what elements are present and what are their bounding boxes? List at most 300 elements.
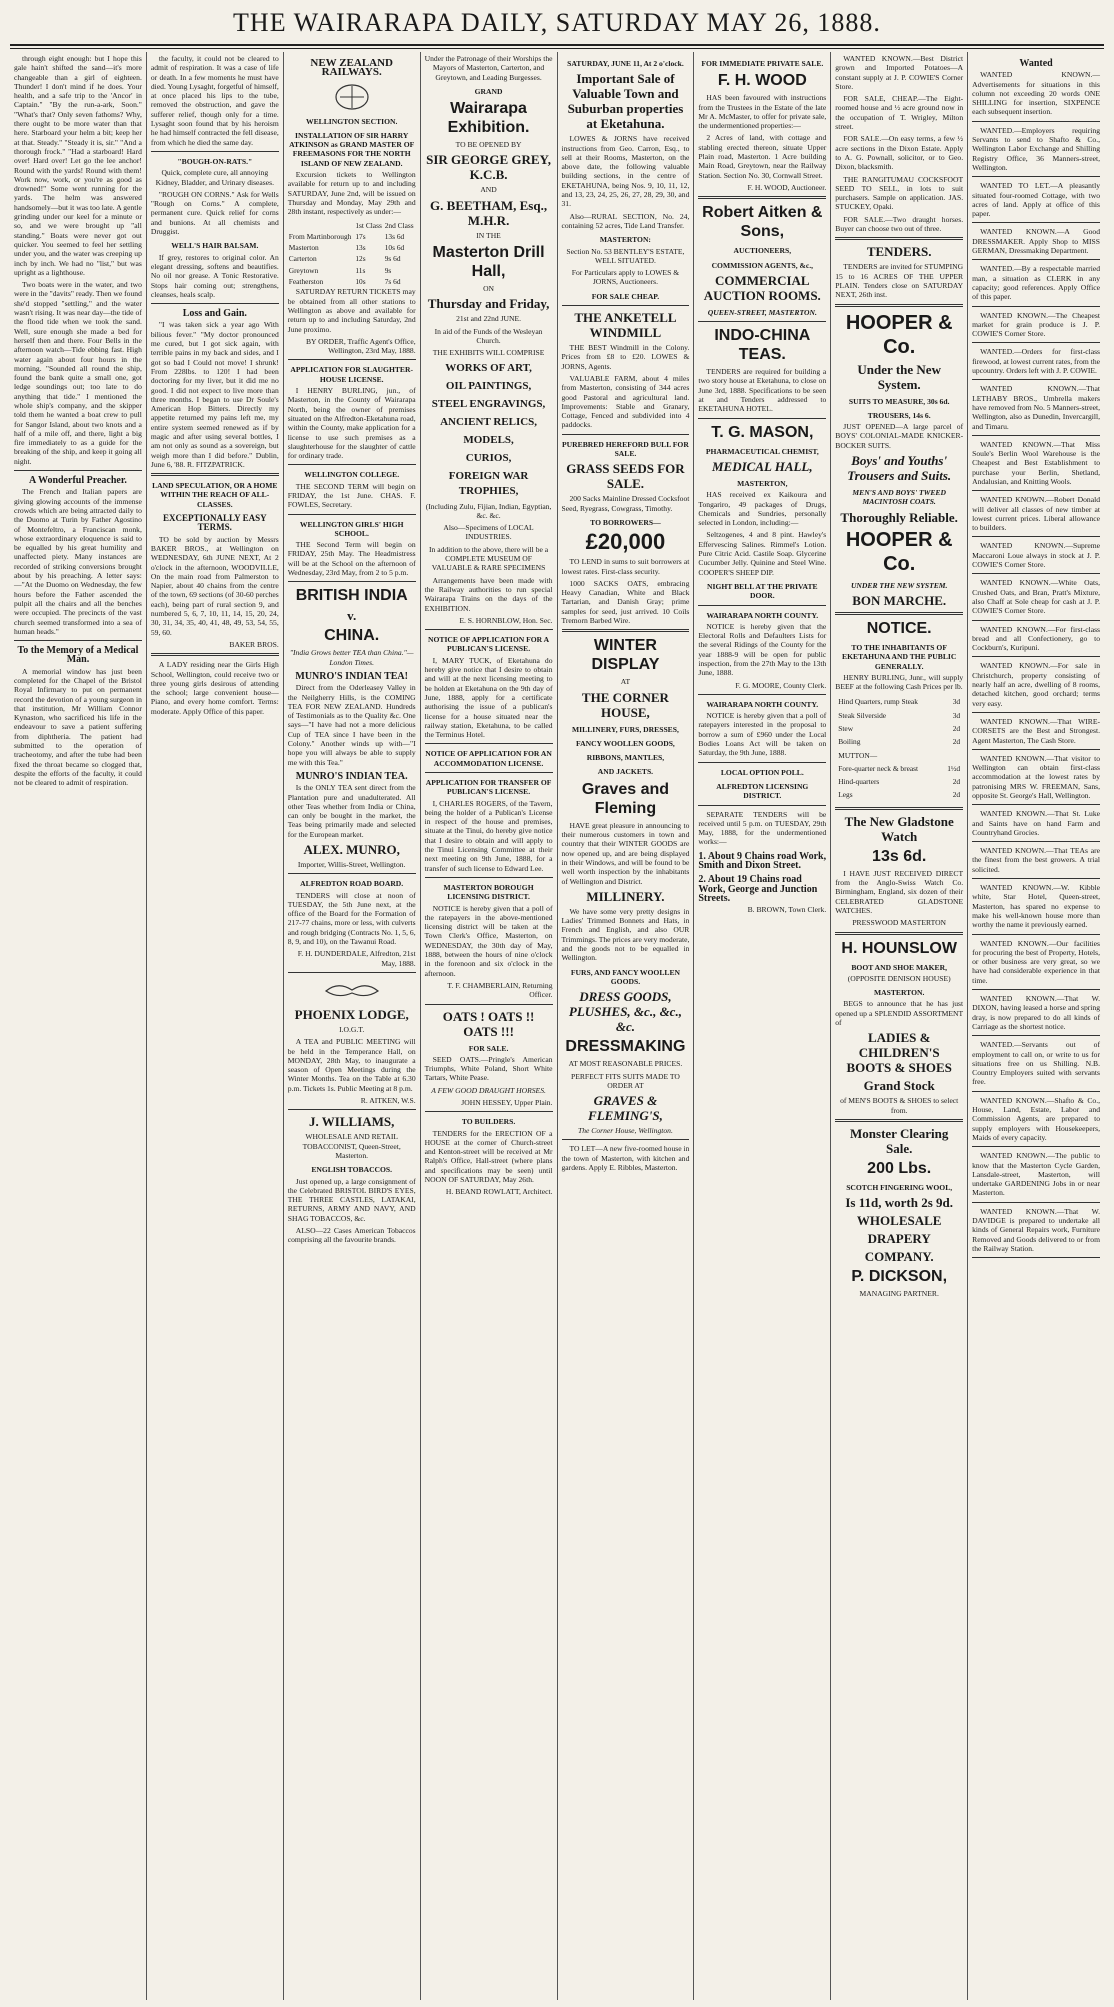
table-row [837,723,961,734]
exhibit-item: OIL PAINTINGS, [445,379,532,392]
masthead: THE WAIRARAPA DAILY, SATURDAY MAY 26, 1888. [233,8,881,37]
ad-text: I, CHARLES ROGERS, of the Tavern, being the holder of a Publican's License in respect of the house and premises, situate at the Tinui, do hereby give notice that I desire to obtain and will apply to the Tinui Licensing Committee at their next meeting on 9th June, 1888, for a transfer of such license to Edward Lee. [424,798,553,873]
ad-heading: LAND SPECULATION, OR A HOME WITHIN THE REACH OF ALL-CLASSES. [152,481,278,509]
ad-heading: ALFREDTON ROAD BOARD. [300,879,404,889]
ad-heading: 2. About 19 Chains road Work, George and Junction Streets. [698,874,818,904]
ad-headline: Robert Aitken & Sons, [702,204,823,241]
ad-heading-railways: NEW ZEALAND RAILWAYS. [310,57,393,79]
ad-text: (OPPOSITE DENISON HOUSE) [847,973,951,983]
ad-signature: R. AITKEN, W.S. [360,1096,416,1106]
divider [14,470,142,471]
ad-headline: DRAPERY [867,1231,931,1247]
table-row [837,750,961,761]
ad-headline: Is 11d, worth 2s 9d. [845,1195,953,1211]
divider [835,1119,963,1122]
divider [835,612,963,615]
ad-text: SEED OATS.—Pringle's American Triumphs, White Poland, Short White Tartars, White Pease. [424,1054,553,1083]
ad-headline: Monster Clearing Sale. [850,1125,949,1156]
ad-headline: TENDERS. [866,244,932,260]
ad-headline: Under the New System. [857,361,941,392]
ad-text: In aid of the Funds of the Wesleyan Church. [434,326,543,345]
meat-cut: Hind Quarters, rump Steak [838,697,918,707]
fare-first: 17s [355,231,366,241]
classified-item: THE RANGITUMAU COCKSFOOT SEED TO SELL, in lots to suit purchasers. Sample on application. JAS. STUCKEY, Opaki. [835,174,964,212]
clasped-hands-icon [322,977,382,1003]
fare-second: 9s 6d [384,254,401,264]
ad-text: TO LEND in sums to suit borrowers at lowest rates. First-class security. [561,557,690,576]
ad-text: For Particulars apply to LOWES & JORNS, Auctioneers. [571,268,680,287]
ad-heading: ALFREDTON LICENSING DISTRICT. [716,781,809,801]
divider [14,640,142,641]
fare-second: 10s 6d [384,243,405,253]
table-row [837,763,961,774]
ad-signature: F. H. WOOD, Auctioneer. [747,182,827,192]
divider [151,653,279,656]
column-2 [147,52,284,2000]
divider [972,573,1100,574]
ad-text: TO LET—A new five-roomed house in the town of Masterton, with kitchen and gardens. Apply E. Ribbles, Masterton. [561,1144,690,1172]
ad-text: NOTICE is hereby given that a poll of the ratepayers in the above-mentioned licensing district will be taken at the Town Clerk's Office, Masterton, on WEDNESDAY, the 30th day of May, 1888, between the hours of nine o'clock in the forenoon and six o'clock in the afternoon. [424,903,553,978]
ad-heading: FANCY WOOLLEN GOODS, [576,738,675,748]
classified-item: WANTED KNOWN.—Robert Donald will deliver all classes of new timber at lowest current prices. Liberal allowance to builders. [972,495,1100,533]
divider [562,434,690,435]
ad-headline: COMPANY. [864,1249,934,1265]
fares-col-header [288,220,355,231]
ad-heading: NIGHT BELL AT THE PRIVATE DOOR. [707,581,818,601]
classified-item: WANTED KNOWN.—Our facilities for procuring the best of Property, Hotels, or other business are very great, so we have had considerable experience in that time. [972,938,1100,985]
ad-signature: BAKER BROS. [229,639,279,649]
classified-item: WANTED KNOWN.—That TEAs are the finest from the best growers. A trial solicited. [972,846,1100,874]
fares-header-row [288,220,416,231]
column-1 [10,52,147,2000]
ad-text: IN THE [476,230,501,240]
ad-text: Quick, complete cure, all annoying Kidney, Bladder, and Urinary diseases. [155,168,274,187]
ad-headline: MEDICAL HALL, [711,458,813,474]
ad-heading: MASTERTON: [599,235,651,245]
ad-text: of MEN'S BOOTS & SHOES to select from. [840,1096,959,1115]
ad-headline-hooper: HOOPER & Co. [845,311,953,358]
table-row [288,242,416,253]
ad-subheading: WELLINGTON SECTION. [305,116,398,126]
table-row [837,696,961,707]
divider [425,1111,553,1112]
divider [288,873,416,874]
fare-second: 9s [384,265,392,275]
classified-item: WANTED KNOWN.—The Cheapest market for grain produce is J. P. COWIE'S Corner Store. [972,310,1100,339]
ad-headline: Graves and Fleming [581,780,670,817]
masthead-rule [10,44,1104,49]
ad-heading: BOOT AND SHOE MAKER, [851,962,948,972]
classified-item: WANTED.—By a respectable married man, a situation as CLERK in any capacity; good references. Apply Office of this paper. [972,264,1100,302]
divider [288,359,416,360]
section-title-loss: Loss and Gain. [182,308,247,320]
divider [972,841,1100,842]
divider [972,306,1100,307]
ad-text: THE BEST Windmill in the Colony. Prices from £8 to £20. LOWES & JORNS, Agents. [561,343,690,371]
ad-text: AT MOST REASONABLE PRICES. [568,1059,683,1069]
railway-crest-icon [332,82,372,112]
divider [972,712,1100,713]
ad-headline: WHOLESALE [856,1213,942,1229]
classified-item: WANTED KNOWN.—That Miss Soule's Berlin Wool Warehouse is the Cheapest and Best Establishment to purchase your Berlin, Shetland, Andalusian, and Knitting Wools. [972,439,1100,486]
ad-headline: PHOENIX LODGE, [294,1006,409,1022]
ad-heading: MEN'S AND BOYS' TWEED MACINTOSH COATS. [852,488,946,507]
fares-col-header: 1st Class [355,220,382,230]
divider [972,259,1100,260]
ad-headline: J. WILLIAMS, [309,1114,395,1130]
ad-text: HAVE great pleasure in announcing to their numerous customers in town and country that their WINTER GOODS are now opened up, and are being displayed in their Windows, and will be found to be well worth inspection by the inhabitants of Wellington and District. [561,820,690,886]
ad-text: ALSO—22 Cases American Tobaccos comprising all the favourite brands. [287,1226,416,1245]
fare-first: 13s [355,243,366,253]
table-row [288,265,416,276]
ad-text: We have some very pretty designs in Ladies' Trimmed Bonnets and Hats, in French and English, and also OUR Trimmings. The prices are very moderate, and the goods not to be equalled in Wellington. [561,906,690,963]
ad-text: NOTICE is hereby given that a poll of ratepayers interested in the proposal to borrow a sum of £960 under the Local Bodies Loans Act will be taken on Saturday, the 9th June, 1888. [698,711,827,758]
divider [425,772,553,773]
ad-text: THE EXHIBITS WILL COMPRISE [432,348,545,358]
meat-cut: Stew [838,723,854,733]
classified-item: WANTED KNOWN.—Shafto & Co., House, Land, Estate, Labor and Commission Agents, are prepared to supply employers with Housekeepers, Maids of every capacity. [972,1095,1100,1142]
classified-item: WANTED.—Orders for first-class firewood, at lowest current rates, from the upcountry. Orders left with J. P. COWIE. [972,347,1100,376]
divider [972,804,1100,805]
table-row [837,736,961,747]
ad-heading: MILLINERY, FURS, DRESSES, [572,724,679,734]
section-text-loss: "I was taken sick a year ago With bilious fever." "My doctor pronounced me cured, but I got sick again, with terrible pains in my back and sides, and I got so bad I Could not move! I shrunk! From 228lbs. to 120! I had been doctoring for my liver, but it did me no good. I did not expect to live more than three months. I began to use Dr Soule's American Hop Bitters. Directly my appetite returned my pains left me, my entire system seemed renewed as if by magic and after using several bottles, I am not only as sound as a sovereign, but weigh more than I did before." Dublin, June 6, '88. R. FITZPATRICK. [150,320,279,469]
classified-item: FOR SALE.—Two draught horses. Buyer can choose two out of three. [835,214,964,234]
ad-heading: PHARMACEUTICAL CHEMIST, [705,446,819,456]
divider [972,620,1100,621]
ad-text: Is the ONLY TEA sent direct from the Plantation pure and unadulterated. All other Teas whether from India or China, can only be bought in the market, the Teas being primarily made and selected for the European market. [287,783,416,839]
ad-heading: FOR IMMEDIATE PRIVATE SALE. [701,59,824,68]
divider [972,121,1100,122]
ad-headline: NOTICE. [866,619,932,637]
columns [10,52,1104,2000]
classified-item: FOR SALE, CHEAP.—The Eight-roomed house and ½ acre ground now in the occupation of T. Wrigley, Milton street. [835,94,964,132]
fare-second: 7s 6d [384,277,401,287]
wanted-list [972,70,1100,1258]
ad-text: AND [480,185,497,195]
ad-text: NOTICE is hereby given that the Electoral Rolls and Defaulters Lists for the several Ridings of the County for the year 1888-9 will be open for public inspection, from the 27th May to the 13th June, 1888. [698,621,827,678]
divider [972,1146,1100,1147]
wanted-heading: Wanted [1019,58,1053,69]
fare-first: 12s [355,254,366,264]
ad-text: Seltzogenes, 4 and 8 pint. Hawley's Effervescing Salines. Rimmel's Lotion. Pure Citric Acid. Castile Soap. Glycerine Cucumber Jelly. Quinine and Steel Wine. COOPER'S SHEEP DIP. [698,530,827,577]
ad-headline-exhibition: Wairarapa Exhibition. [447,100,530,137]
exhibit-item: FOREIGN WAR TROPHIES, [448,469,529,497]
ad-headline: Boys' and Youths' Trousers and Suits. [847,453,952,484]
divider [972,1091,1100,1092]
divider [972,878,1100,879]
divider [425,877,553,878]
ad-text: 2 Acres of land, with cottage and stabling erected thereon, situate Upper Plain road, Masterton. 1 Acre building Main Road, Greytown, near the Railway Station. Section No. 30, Cornwall Street. [698,133,827,180]
ad-heading: SCOTCH FINGERING WOOL, [846,1182,953,1192]
ad-subheading: I.O.G.T. [339,1024,365,1034]
meat-price: 3d [952,710,961,720]
ad-heading: WELLINGTON COLLEGE. [304,470,400,480]
ad-signature: T. F. CHAMBERLAIN, Returning Officer. [447,980,553,1000]
ad-text: SATURDAY RETURN TICKETS may be obtained from all other stations to Wellington as above and available for return up to and including Saturday, 2nd June proximo. [287,287,416,334]
exhibit-item: CURIOS, [465,451,512,464]
classified-item: WANTED KNOWN.—The public to know that the Masterton Cycle Garden, Lansdale-street, Masterton, will undertake GARDENING Jobs in or near Masterton. [972,1151,1100,1198]
meat-price-table [835,694,963,802]
meat-price: 2d [952,777,961,787]
table-row [837,776,961,787]
ad-headline: DRESSMAKING [565,1038,686,1056]
ad-heading: MUNRO'S INDIAN TEA! [295,670,408,682]
divider [562,629,690,632]
ad-text: HENRY BURLING, Junr., will supply BEEF at the following Cash Prices per lb. [835,672,964,692]
exhibit-item: STEEL ENGRAVINGS, [431,397,546,410]
ad-signature: F. H. DUNDERDALE, Alfredton, 21st May, 1888. [297,949,416,968]
ad-headline: The New Gladstone Watch [844,813,954,844]
ad-text: Under the Patronage of their Worships the Mayors of Masterton, Carterton, and Greytown, and Leading Burgesses. [424,54,553,82]
meat-price: 3d [952,697,961,707]
ad-heading: TO BORROWERS— [590,517,661,527]
classified-item: WANTED KNOWN.—That LETHABY BROS., Umbrella makers have removed from No. 5 Manners-street, Wellington, also as Dunedin, Invercargill, and Timaru. [972,384,1100,431]
divider [288,1109,416,1110]
divider [972,435,1100,436]
ad-heading: AUCTIONEERS, [733,246,792,256]
ad-heading: APPLICATION FOR SLAUGHTER-HOUSE LICENSE. [290,365,413,384]
ad-heading: FOR SALE CHEAP. [591,291,660,301]
exhibit-item: ANCIENT RELICS, [440,415,538,428]
divider [698,196,826,199]
divider [288,972,416,973]
ad-text: BEGS to announce that he has just opened up a SPLENDID ASSORTMENT of [835,999,964,1028]
divider [972,1202,1100,1203]
ad-heading: TROUSERS, 14s 6. [867,410,931,420]
ad-text: PRESSWOOD MASTERTON [852,918,947,928]
column-6 [694,52,831,2000]
classified-item: WANTED KNOWN.—That St. Luke and Saints have on hand Farm and Countryhand Grocies. [972,809,1100,837]
ad-headline: INDO-CHINA TEAS. [714,327,811,364]
ad-signature: H. BEAND ROWLATT, Architect. [445,1187,553,1197]
ad-headline: LADIES & CHILDREN'S BOOTS & SHOES [846,1030,952,1076]
ad-text: SEPARATE TENDERS will be received until 5 p.m. on TUESDAY, 29th May, 1888, for the undermentioned works:— [698,809,827,847]
ad-heading: WAIRARAPA NORTH COUNTY. [706,699,819,709]
ad-heading: MUNRO'S INDIAN TEA. [295,770,408,782]
ad-signature: JOHN HESSEY, Upper Plain. [461,1098,553,1107]
ad-headline: ALEX. MUNRO, [303,842,400,857]
ad-heading: PUREBRED HEREFORD BULL FOR SALE. [562,439,689,459]
ad-signature: E. S. HORNBLOW, Hon. Sec. [459,615,553,625]
divider [698,762,826,763]
ad-text: In addition to the above, there will be a COMPLETE MUSEUM OF VALUABLE & RARE SPECIMENS [428,544,549,573]
divider [972,342,1100,343]
ad-headline: 13s 6d. [872,847,927,865]
ad-headline: v. [347,608,357,624]
classified-item: WANTED KNOWN.—That visitor to Wellington can obtain first-class accommodation at the lowest rates by patronising MRS W. FREEMAN, Sans, opposite St. George's Hall, Wellington. [972,753,1100,800]
ad-heading: FURS, AND FANCY WOOLLEN GOODS. [570,967,680,986]
meat-cut: Boiling [838,737,861,747]
story-text-2: Two boats were in the water, and two were in the "davits" ready. Then we found she'd stopped "settling," and the water wasn't rising. It was near day—the tide of the flood tide when we took the sand. Well, sure enough she made a bed for herself then and there. Four Bells in the afternoon watch—Tide ebbing fast. High water again about four hours in the morning. "Sounded all round the ship, found the bank quite a small one, got ledge soundings out; too late to do anything that tide." I mentioned the whole ship's company, and the skipper told them he wanted a boat crew to pull for Sangor Island, about two knots and a half of a mile off, and there, light a big fire immediately to as a guide for the breaking of the ship, and keep it going all night. [14,280,142,466]
classified-item: WANTED KNOWN.—That W. DAVIDGE is prepared to undertake all kinds of General Repairs work, Furniture Removed and Goods delivered to or from the Railway Station. [972,1206,1100,1253]
section-text-memorial: A memorial window has just been completed for the Chapel of the Bristol Royal Infirmary to put on permanent record the devotion of a young surgeon in that institution, Mr William Connor Kynaston, who sacrificed his life in the endeavour to save a patient suffering from diphtheria. The patient had submitted to the operation of tracheotomy, and after the tube had been fixed the throat became so clogged that, despite the efforts of the faculty, it could not be cleared to admit of respiration. [14,666,142,788]
divider [698,805,826,806]
meat-price: 2d [952,737,961,747]
classified-item: FOR SALE.—On easy terms, a few ½ acre sections in the Dixon Estate. Apply to A. G. Pownall, solicitor, or to Geo. Dixon, blacksmith. [835,134,964,172]
ad-text: 1000 SACKS OATS, embracing Heavy Canadian, White and Black Tartarian, and Danish Gray; prime samples for seed, just arrived. 10 Coils Tremorn Barbed Wire. [561,578,690,625]
divider [288,464,416,465]
ad-heading: MASTERTON, [737,478,788,488]
ad-text: Arrangements have been made with the Railway authorities to run special Wairarapa Trains on the days of the EXHIBITION. [424,575,553,613]
ad-text: PERFECT FITS SUITS MADE TO ORDER AT [571,1071,680,1090]
column-8 [968,52,1104,2000]
ad-text: TO BE OPENED BY [455,140,522,150]
meat-price: 2d [952,723,961,733]
ad-text: TENDERS are required for building a two story house at Eketahuna, to close on June 3rd, 1888. Specifications to be seen at and Tenders addressed to EKETAHUNA HOTEL. [698,367,827,414]
divider [972,749,1100,750]
fare-first: 10s [355,277,366,287]
ad-text: LOWES & JORNS have received instructions from Geo. Carron, Esq., to sell at their Rooms, Masterton, on the above date, the following valuable building sections, in the centre of EKETAHUNA, being Nos. 9, 10, 11, 12, and 13, 23, 24, 25, 26, 27, 28, 29, 30, and 31. [561,134,690,209]
ad-heading: NOTICE OF APPLICATION FOR AN ACCOMMODATION LICENSE. [425,749,552,768]
meat-section: MUTTON— [838,750,878,760]
table-row [288,231,416,242]
ad-headline-hooper: HOOPER & Co. [845,528,953,575]
divider [288,514,416,515]
divider [151,303,279,304]
fares-table [288,220,416,288]
divider [698,418,826,419]
text-continued: the faculty, it could not be cleared to admit of respiration. It was a case of life or death. In a few moments he must have died. Young Lysaght, forgetful of himself, at once placed his lips to the tube, removed the obstruction, and gave the sufferer relief, though only for a time. Lysaght soon found that by his heroism he had himself contracted the fell disease, from which he died the same day. [150,54,279,147]
classified-item: WANTED TO LET.—A pleasantly situated four-roomed Cottage, with two acres of land. Apply at office of this paper. [972,181,1100,219]
story-text: through eight enough: but I hope this gale hain't shifted the sand—it's more changeable than a girl of eighteen. Thunder! I don't mind if he does. Your health, and a safe trip to the 'Ancor' in Captain." "By the run-a-ark, Soon." "What's that? Only seven fathoms? Why, there ought to be more water than that here. Starboard your helm a bit; keep her at that. Steady." "Steady it is, sir." "And a thorough frock." "Had a starboard! Hard over! Hard over! Let go the lee anchor! Round with the yards! Round with them! Work now, work, or you're as good as drowned!" Some went running for the yards. The helm was answered handsomely—but it was too late. A gentle grinding under our keel for a minute or so, and we were brought up "all standing." Boats were never got out quicker. You seemed to feel her settling under you, and the water was creeping up inch by inch. We had no "list," but was upright as a lighthouse. [14,54,142,277]
divider [562,305,690,306]
ad-text: TENDERS for the ERECTION OF a HOUSE at the corner of Church-street and Kenton-street will be received at Mr Ralph's Office, Hall-street (where plans and specifications may be seen) until NOON OF SATURDAY, May 26th. [424,1128,553,1185]
fare-station: Carterton [288,254,317,264]
classified-item: WANTED KNOWN.—That WIRE-CORSETS are the Best and Strongest. Agent Masterton, The Cash Store. [972,716,1100,745]
ad-heading: APPLICATION FOR TRANSFER OF PUBLICAN'S LICENSE. [425,777,552,797]
ad-headline: THE ANKETELL WINDMILL [574,310,677,341]
ad-text: VALUABLE FARM, about 4 miles from Masterton, consisting of 344 acres good Pastoral and agricultural land. Improvements: Stable and Granary, Cottage, Fenced and subdivided into 4 paddocks. [561,373,690,430]
ad-headline: GRASS SEEDS FOR SALE. [566,461,685,492]
ad-headline: GRAVES & FLEMING'S, [588,1093,663,1124]
ad-heading: UNDER THE NEW SYSTEM. [850,580,948,590]
meat-price: 2d [952,790,961,800]
meat-cut: Hind-quarters [838,777,880,787]
ad-text: The Corner House, Wellington. [578,1126,673,1136]
ad-headline: Thursday and Friday, [427,296,550,312]
column-3 [284,52,421,2000]
classified-item: WANTED KNOWN.—W. Kibble white, Star Hotel, Queen-street, Masterton, has spared no expense to make his well-known house more than worthy the name it previously earned. [972,883,1100,930]
section-title-memorial: To the Memory of a Medical Man. [17,645,139,666]
classified-item: WANTED KNOWN.—Best District grown and Imported Potatoes—A constant supply at J. P. COWIE'S Corner Store. [835,54,964,91]
ad-headline: 200 Lbs. [867,1159,932,1177]
ad-headline: OATS ! OATS !! OATS !!! [442,1008,535,1039]
ad-headline: DRESS GOODS, PLUSHES, &c., &c., &c. [568,989,682,1035]
ad-text: Just opened up, a large consignment of the Celebrated BRISTOL BIRD'S EYES, THE THREE CASTLES, LATAKAI, RETURNS, ARMY AND NAVY, AND SHAG TOBACCOS, &c. [287,1176,416,1223]
divider [835,304,963,307]
divider [151,473,279,476]
divider [972,989,1100,990]
ad-text: TO be sold by auction by Messrs BAKER BROS., at Wellington on WEDNESDAY, 6th JUNE NEXT, At 2 o'clock in the afternoon, WOODVILLE, On the main road from Palmerston to Napier, about 40 chains from the centre of the town, 69 sections (of 30-60 perches each), being part of rural section 9, and numbered 5, 6, 7, 10, 11, 14, 15, 20, 24, 30, 31, 34, 35, 40, 41, 48, 49, 53, 54, 55, 59, 60. [150,534,279,637]
ad-text: A TEA and PUBLIC MEETING will be held in the Temperance Hall, on MONDAY, 28th May, to inaugurate a season of Open Meetings during the Winter Months. Tea on the Table at 6.30 p.m. Tickets 1s. Public Meeting at 8 p.m. [287,1037,416,1093]
ad-heading: SUITS TO MEASURE, 30s 6d. [848,396,950,406]
classified-item: WANTED KNOWN.—Supreme Maccaroni Loue always in stock at J. P. COWIE'S Corner Store. [972,541,1100,570]
classified-item: WANTED.—Servants out of employment to call on, or write to us for situations free on us Shilling. N.B. Country Employers suited with servants free. [972,1040,1100,1087]
ad-heading: RIBBONS, MANTLES, [586,753,665,763]
ad-signature: B. BROWN, Town Clerk. [747,905,827,915]
divider [972,536,1100,537]
ad-headline: P. DICKSON, [851,1268,948,1286]
ad-heading: TO THE INHABITANTS OF EKETAHUNA AND THE PUBLIC GENERALLY. [842,642,957,671]
divider [425,1004,553,1005]
divider [835,932,963,935]
ad-text: TENDERS will close at noon of TUESDAY, the 5th June next, at the office of the Board for the Formation of 217-77 chains, more or less, with culverts and rough bridging (Contracts No. 1, 5, 6, 8, 9, and 10), on the Tawanui Road. [287,890,416,947]
divider [698,321,826,322]
divider [698,605,826,606]
classified-item: WANTED KNOWN.—White Oats, Crushed Oats, and Bran, Pratt's Mixture, also Chaff at Sole cheap for cash at J. P. COWIE'S Corner Store. [972,578,1100,616]
ad-text: I, MARY TUCK, of Eketahuna do hereby give notice that I desire to obtain and will at the next licensing meeting to be holden at Eketahuna on the 9th day of June, 1888, apply for a certificate authorising the issue of a publican's license for a house situated near the railway station, Eketahuna, to be called the Terminus Hotel. [424,655,553,740]
meat-cut: Steak Silverside [838,710,887,720]
ad-headline: T. G. MASON, [711,423,814,441]
meat-cut: Legs [838,790,853,800]
ad-text: (Including Zulu, Fijian, Indian, Egyptian, &c. &c. [425,501,552,520]
section-text-preacher: The French and Italian papers are giving glowing accounts of the immense crowds which are being attracted daily to the Duomo at Turin by Father Agostino of Montefeltro, a Franciscan monk, whose extraordinary eloquence is said to be equalled by his great humility and unaffected piety. Many instances are recorded of striking conversions brought about by his preaching. A letter says:—"At the Duomo on Wednesday, the few hours before the Father ascended the pulpit all the chairs and all the benches were occupied. The precincts of the vast church seemed transformed into a sea of human heads." [14,487,142,636]
ad-text: JUST OPENED—A large parcel of BOYS' COLONIAL-MADE KNICKER-BOCKER SUITS. [835,422,964,450]
classified-item: WANTED KNOWN.—A Good DRESSMAKER. Apply Shop to MISS GERMAN, Dressmaking Department. [972,227,1100,256]
ad-subheading: EXCEPTIONALLY EASY TERMS. [163,513,267,533]
ad-text: Excursion tickets to Wellington available for return up to and including SATURDAY, June 2nd, will be issued on Thursday and Monday, May 29th and 28th instant, respectively as under:— [287,170,416,217]
ad-text: Also—RURAL SECTION, No. 24, containing 52 acres, Tide Land Transfer. [561,211,690,230]
ad-text: TENDERS are invited for STUMPING 15 to 16 ACRES OF THE UPPER PLAIN. Tenders close on SATURDAY NEXT, 26th inst. [835,262,964,300]
meat-cut: Fore-quarter neck & breast [838,763,919,773]
ad-text: Direct from the Oderleasey Valley in the Neilgherry Hills, is the COMING TEA FOR NEW ZEALAND. Hundreds of Testimonials as to the Quality &c. One says—"I have had not a more delicious Cup of TEA since I have been in the Colony." Another winds up with—"I hope you will always be able to supply me with this Tea." [287,683,416,767]
ad-text: ON [483,284,495,294]
ad-headline-amount: £20,000 [585,529,666,555]
divider [972,1035,1100,1036]
ad-signature: F. G. MOORE, County Clerk. [735,680,827,690]
ad-headline: Thoroughly Reliable. [840,509,958,525]
divider [972,656,1100,657]
table-row [837,710,961,721]
ad-heading: NOTICE OF APPLICATION FOR A PUBLICAN'S LICENSE. [428,635,550,654]
divider [151,151,279,152]
section-title-preacher: A Wonderful Preacher. [29,475,127,487]
ad-heading: COMMISSION AGENTS, &c., [711,260,814,270]
ad-text: 200 Sacks Mainline Dressed Cocksfoot Seed, Ryegrass, Cowgrass, Timothy. [561,494,690,513]
fare-station: From Martinborough [288,231,352,241]
ad-text: A LADY residing near the Girls High School, Wellington, could receive two or three young girls desirous of attending the school; large convenient house—Piano, and every home comfort. Terms: moderate. Apply Office of this paper. [150,660,279,716]
fare-station: Masterton [288,243,319,253]
ad-text: THE SECOND TERM will begin on FRIDAY, the 1st June. CHAS. F. FOWLES, Secretary. [287,481,416,510]
ad-heading: "BOUGH-ON-RATS." [177,156,253,166]
ad-quote: "India Grows better TEA than China."—London Times. [289,648,414,667]
column-7 [831,52,968,2000]
ad-text: HAS received ex Kaikoura and Tongariro, 49 packages of Drugs, Chemicals and Sundries, personally selected in London, including:— [698,490,827,528]
ad-text: A FEW GOOD DRAUGHT HORSES. [431,1085,546,1095]
ad-headline: H. HOUNSLOW [841,939,957,957]
table-row [288,276,416,287]
ad-text: Section No. 53 BENTLEY'S ESTATE, WELL SITUATED. [566,246,685,265]
ad-heading: MASTERTON BOROUGH LICENSING DISTRICT. [443,882,534,902]
ad-headline: Important Sale of Valuable Town and Suburban properties at Eketahuna. [567,71,684,132]
ad-heading: WAIRARAPA NORTH COUNTY. [706,610,819,620]
classified-item: WANTED KNOWN.—For first-class bread and all Confectionery, go to Cockburn's, Kuripuni. [972,624,1100,653]
ad-text: Also—Specimens of LOCAL INDUSTRIES. [443,523,534,542]
ad-heading: FOR SALE. [468,1043,509,1053]
ad-heading: MASTERTON. [873,988,925,998]
ad-heading: GRAND [474,86,503,96]
ad-headline: SIR GEORGE GREY, K.C.B. [426,152,551,183]
divider [698,694,826,695]
ad-headline: COMMERCIAL AUCTION ROOMS. [703,272,821,303]
divider [972,176,1100,177]
ad-headline: CHINA. [324,627,380,645]
divider [425,743,553,744]
fare-first: 11s [355,265,366,275]
ad-headline: WINTER DISPLAY [591,637,660,674]
fares-col-header: 2nd Class [384,220,414,230]
